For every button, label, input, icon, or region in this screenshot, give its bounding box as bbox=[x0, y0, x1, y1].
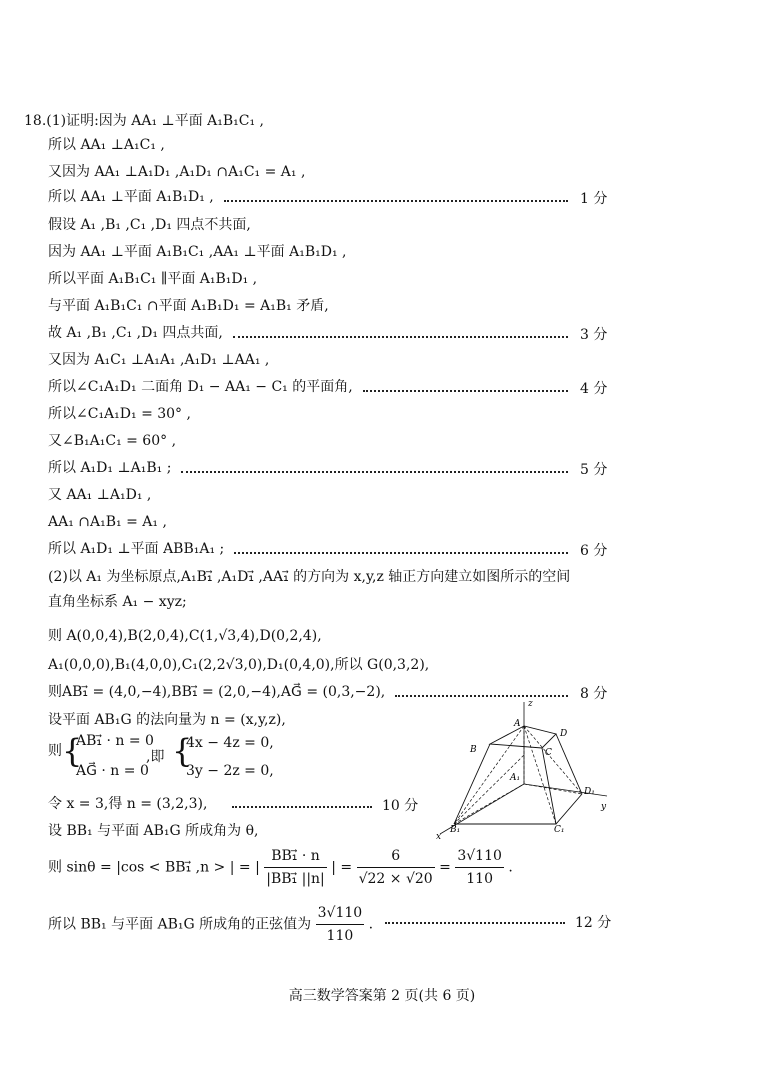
label-y: y bbox=[601, 802, 607, 812]
points-label: 3 分 bbox=[580, 327, 608, 343]
proof-line: 所以 AA₁ ⊥平面 A₁B₁D₁ , bbox=[48, 189, 214, 205]
line-theta: 设 BB₁ 与平面 AB₁G 所成角为 θ, bbox=[48, 823, 259, 839]
left-brace: { bbox=[62, 732, 83, 770]
page-footer: 高三数学答案第 2 页(共 6 页) bbox=[288, 988, 476, 1004]
proof-line: 所以平面 A₁B₁C₁ ∥平面 A₁B₁D₁ , bbox=[48, 271, 258, 287]
sin-fraction-1: $\frac{\text{BB₁⃗ · n}}{\text{|BB₁⃗ ||n|}}$ bbox=[264, 845, 327, 890]
proof-line: 与平面 A₁B₁C₁ ∩平面 A₁B₁D₁ = A₁B₁ 矛盾, bbox=[48, 298, 329, 314]
proof-line: 所以 A₁D₁ ⊥平面 ABB₁A₁ ; bbox=[48, 541, 225, 557]
system-prefix: 则 bbox=[48, 743, 62, 759]
system-mid: ,即 bbox=[146, 749, 165, 765]
label-z: z bbox=[528, 700, 533, 709]
points-label: 5 分 bbox=[580, 462, 608, 478]
dot-leader-12 bbox=[385, 912, 565, 924]
proof-line: AA₁ ∩A₁B₁ = A₁ , bbox=[48, 514, 167, 530]
label-b: B bbox=[470, 745, 477, 755]
proof-line: 所以 A₁D₁ ⊥A₁B₁ ; bbox=[48, 460, 172, 476]
proof-line: 则 A(0,0,4),B(2,0,4),C(1,√3,4),D(0,2,4), bbox=[48, 628, 322, 644]
label-a1: A₁ bbox=[510, 773, 521, 783]
dot-leader bbox=[395, 685, 568, 697]
proof-line: 又因为 AA₁ ⊥A₁D₁ ,A₁D₁ ∩A₁C₁ = A₁ , bbox=[48, 164, 306, 180]
proof-line: 所以 AA₁ ⊥A₁C₁ , bbox=[48, 137, 165, 153]
proof-line: 假设 A₁ ,B₁ ,C₁ ,D₁ 四点不共面, bbox=[48, 217, 251, 233]
dot-leader bbox=[224, 190, 568, 202]
dot-leader bbox=[181, 461, 568, 473]
label-a: A bbox=[514, 719, 521, 729]
line-n: 令 x = 3,得 n = (3,2,3), bbox=[48, 796, 208, 812]
proof-line: 因为 AA₁ ⊥平面 A₁B₁C₁ ,AA₁ ⊥平面 A₁B₁D₁ , bbox=[48, 244, 347, 260]
system-left-eq2: AG⃗ · n = 0 bbox=[76, 763, 149, 779]
sin-fraction-3: $\frac{3√110}{110}$ bbox=[455, 845, 504, 890]
points-12: 12 分 bbox=[575, 915, 612, 931]
pyramid-frustum-figure bbox=[432, 700, 608, 840]
proof-line: 直角坐标系 A₁ − xyz; bbox=[48, 594, 187, 610]
right-brace: { bbox=[172, 732, 193, 770]
system-right-eq2: 3y − 2z = 0, bbox=[186, 763, 274, 779]
proof-line: 故 A₁ ,B₁ ,C₁ ,D₁ 四点共面, bbox=[48, 325, 223, 341]
label-d: D bbox=[560, 729, 568, 739]
final-line: 所以 BB₁ 与平面 AB₁G 所成角的正弦值为 $\frac{3√110}{110}$ . bbox=[48, 902, 373, 947]
label-c1: C₁ bbox=[554, 825, 565, 835]
label-b1: B₁ bbox=[450, 825, 461, 835]
proof-line: (2)以 A₁ 为坐标原点,A₁B₁⃗ ,A₁D₁⃗ ,AA₁⃗ 的方向为 x,y,z 轴正方向建立如图所示的空间 bbox=[48, 569, 571, 585]
points-label: 4 分 bbox=[580, 381, 608, 397]
points-10: 10 分 bbox=[382, 798, 419, 814]
label-d1: D₁ bbox=[584, 787, 595, 797]
dot-leader bbox=[234, 542, 568, 554]
label-x: x bbox=[436, 832, 442, 840]
points-label: 8 分 bbox=[580, 686, 608, 702]
proof-line: 18.(1)证明:因为 AA₁ ⊥平面 A₁B₁C₁ , bbox=[24, 113, 265, 129]
sin-fraction-2: $\frac{6}{√22 \times √20}$ bbox=[357, 845, 435, 890]
proof-line: 设平面 AB₁G 的法向量为 n = (x,y,z), bbox=[48, 712, 286, 728]
proof-line: A₁(0,0,0),B₁(4,0,0),C₁(2,2√3,0),D₁(0,4,0),所以 G(0,3,2), bbox=[48, 657, 430, 673]
system-right-eq1: 4x − 4z = 0, bbox=[186, 735, 274, 751]
sin-line: 则 sinθ = |cos < BB₁⃗ ,n > | = | $\frac{\text{BB₁⃗ · n}}{\text{|BB₁⃗ ||n|}}$ | = $\frac{6}{√22 \times √20}$ = $\frac{3√110}{110}$ . bbox=[48, 845, 513, 890]
dot-leader-n bbox=[232, 796, 372, 808]
label-c: C bbox=[545, 748, 552, 758]
proof-line: 所以∠C₁A₁D₁ = 30° , bbox=[48, 406, 191, 422]
proof-line: 又∠B₁A₁C₁ = 60° , bbox=[48, 433, 177, 449]
proof-line: 又 AA₁ ⊥A₁D₁ , bbox=[48, 487, 152, 503]
proof-line: 所以∠C₁A₁D₁ 二面角 D₁ − AA₁ − C₁ 的平面角, bbox=[48, 379, 353, 395]
points-label: 6 分 bbox=[580, 543, 608, 559]
dot-leader bbox=[363, 380, 568, 392]
system-left-eq1: AB₁⃗ · n = 0 bbox=[76, 733, 154, 749]
final-fraction: $\frac{3√110}{110}$ bbox=[316, 902, 365, 947]
dot-leader bbox=[233, 326, 568, 338]
proof-line: 则AB₁⃗ = (4,0,−4),BB₁⃗ = (2,0,−4),AG⃗ = (0,3,−2), bbox=[48, 684, 386, 700]
proof-line: 又因为 A₁C₁ ⊥A₁A₁ ,A₁D₁ ⊥AA₁ , bbox=[48, 352, 270, 368]
points-label: 1 分 bbox=[580, 191, 608, 207]
